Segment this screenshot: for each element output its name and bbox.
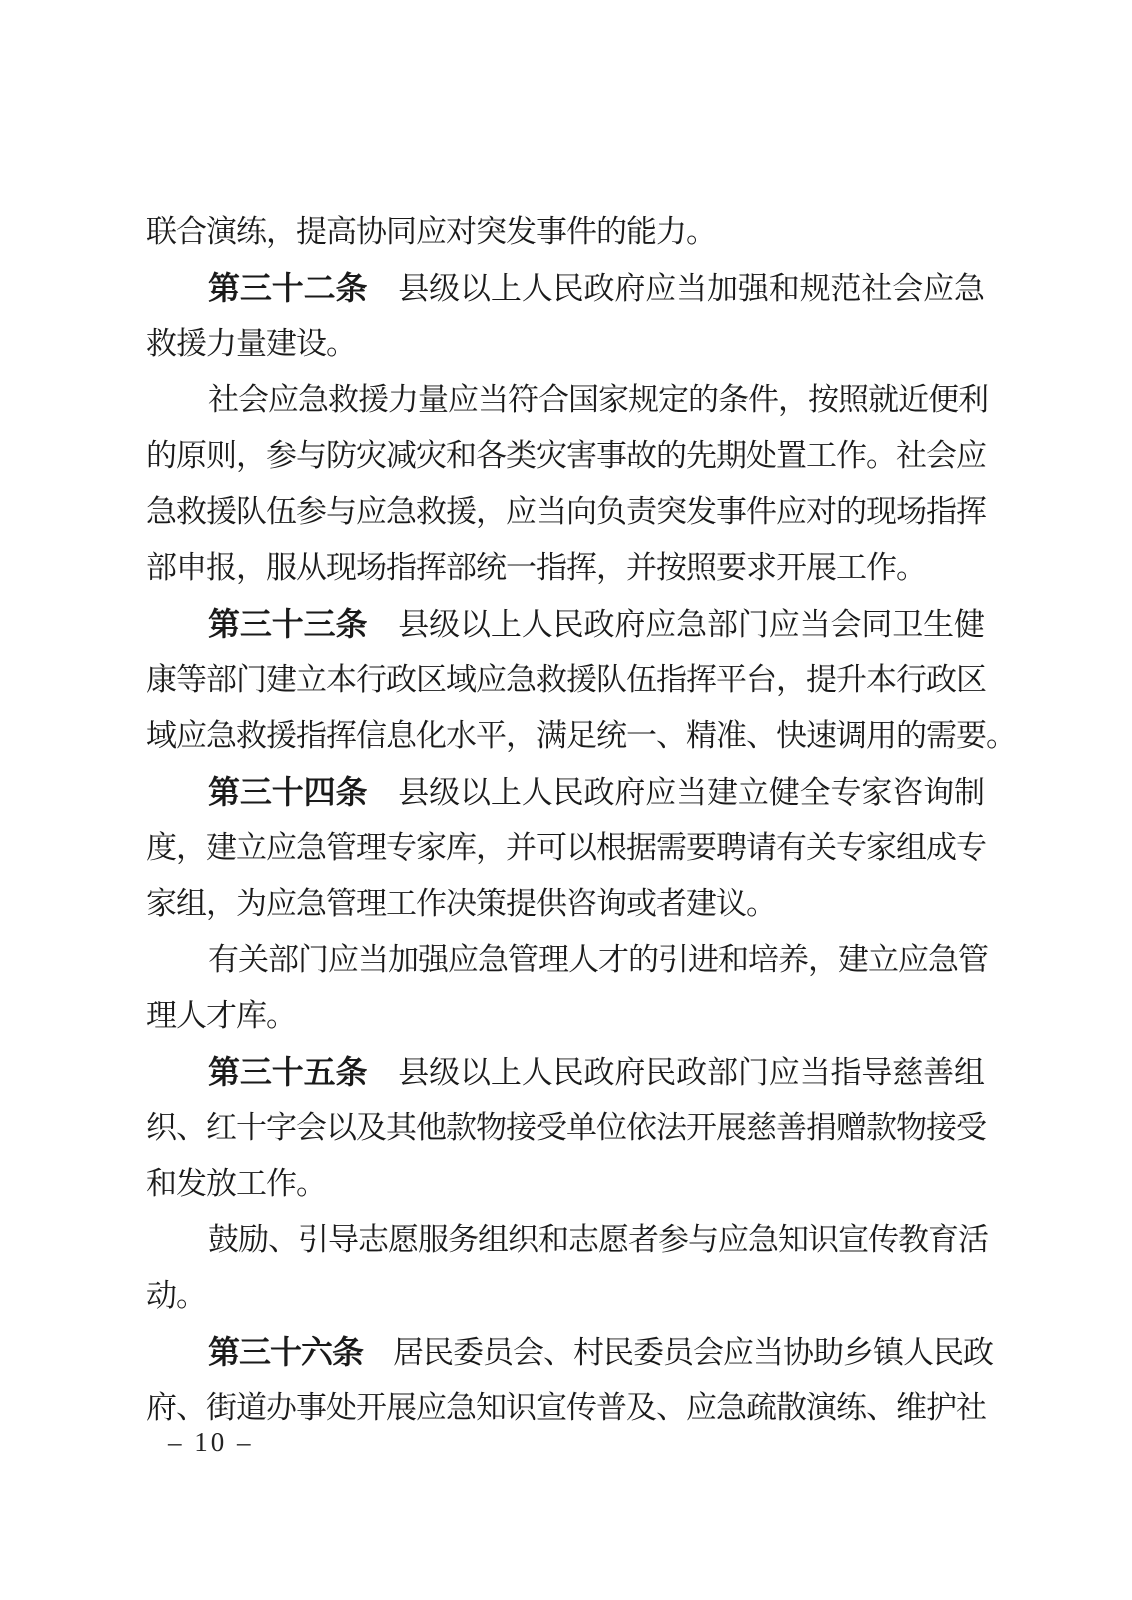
- line-text: 的原则，参与防灾减灾和各类灾害事故的先期处置工作。社会应: [146, 438, 986, 473]
- line-text: 有关部门应当加强应急管理人才的引进和培养，建立应急管: [208, 942, 988, 977]
- document-line: [146, 876, 984, 932]
- document-body: [146, 204, 1016, 1436]
- document-line: [146, 1380, 984, 1436]
- document-line: [146, 540, 984, 596]
- line-text: 府、街道办事处开展应急知识宣传普及、应急疏散演练、维护社: [146, 1390, 986, 1425]
- document-line: [146, 596, 984, 652]
- article-number-heading: 第三十四条: [208, 774, 368, 810]
- article-number-heading: 第三十五条: [208, 1054, 368, 1090]
- article-number-heading: 第三十六条: [208, 1334, 364, 1370]
- document-line: [146, 652, 984, 708]
- line-text: 县级以上人民政府应当建立健全专家咨询制: [367, 775, 984, 810]
- document-line: [146, 372, 988, 428]
- document-line: [146, 428, 984, 484]
- document-line: [146, 932, 988, 988]
- document-line: [146, 484, 984, 540]
- line-text: 动。: [146, 1278, 206, 1313]
- document-line: [146, 204, 984, 260]
- document-line: [146, 1156, 984, 1212]
- article-number-heading: 第三十二条: [208, 270, 368, 306]
- line-text: 联合演练，提高协同应对突发事件的能力。: [146, 214, 716, 249]
- line-text: 度，建立应急管理专家库，并可以根据需要聘请有关专家组成专: [146, 830, 986, 865]
- line-text: 部申报，服从现场指挥部统一指挥，并按照要求开展工作。: [146, 550, 926, 585]
- line-text: 居民委员会、村民委员会应当协助乡镇人民政: [363, 1335, 994, 1370]
- line-text: 家组，为应急管理工作决策提供咨询或者建议。: [146, 886, 776, 921]
- line-text: 急救援队伍参与应急救援，应当向负责突发事件应对的现场指挥: [146, 494, 986, 529]
- document-line: [146, 988, 984, 1044]
- line-text: 县级以上人民政府民政部门应当指导慈善组: [367, 1055, 984, 1090]
- document-line: [146, 764, 984, 820]
- document-line: [146, 1324, 994, 1380]
- document-line: [146, 1212, 988, 1268]
- line-text: 救援力量建设。: [146, 326, 356, 361]
- document-line: [146, 1044, 984, 1100]
- line-text: 域应急救援指挥信息化水平，满足统一、精准、快速调用的需要。: [146, 718, 1016, 753]
- line-text: 和发放工作。: [146, 1166, 326, 1201]
- document-line: [146, 260, 984, 316]
- line-text: 康等部门建立本行政区域应急救援队伍指挥平台，提升本行政区: [146, 662, 986, 697]
- page-number: – 10 –: [168, 1427, 254, 1457]
- line-text: 理人才库。: [146, 998, 296, 1033]
- line-text: 县级以上人民政府应急部门应当会同卫生健: [367, 607, 984, 642]
- line-text: 鼓励、引导志愿服务组织和志愿者参与应急知识宣传教育活: [208, 1222, 988, 1257]
- line-text: 县级以上人民政府应当加强和规范社会应急: [367, 271, 984, 306]
- document-line: [146, 1100, 984, 1156]
- line-text: 织、红十字会以及其他款物接受单位依法开展慈善捐赠款物接受: [146, 1110, 986, 1145]
- document-line: [146, 708, 1016, 764]
- document-line: [146, 820, 984, 876]
- article-number-heading: 第三十三条: [208, 606, 368, 642]
- document-line: [146, 1268, 984, 1324]
- document-line: [146, 316, 984, 372]
- line-text: 社会应急救援力量应当符合国家规定的条件，按照就近便利: [208, 382, 988, 417]
